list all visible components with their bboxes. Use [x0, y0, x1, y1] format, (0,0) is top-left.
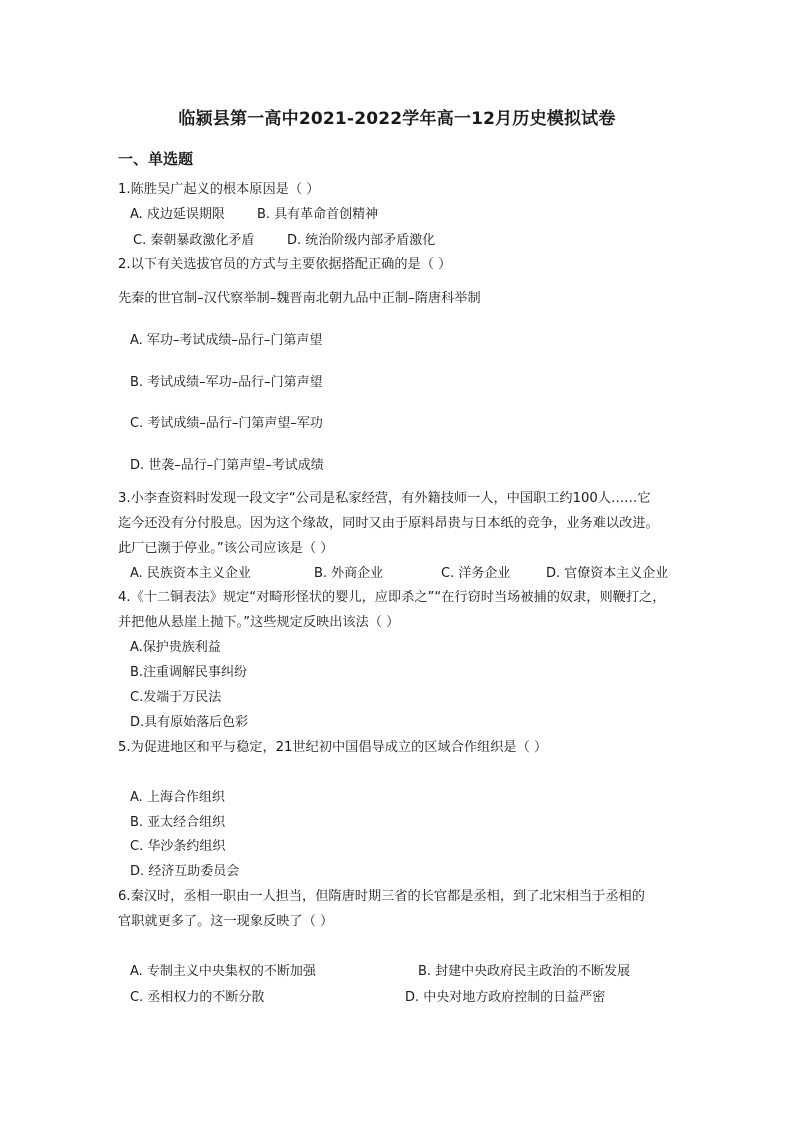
question-6-option-a[interactable]: A. 专制主义中央集权的不断加强 — [130, 964, 316, 979]
question-2-option-a[interactable]: A. 军功–考试成绩–品行–门第声望 — [130, 333, 323, 348]
question-2-material: 先秦的世官制–汉代察举制–魏晋南北朝九品中正制–隋唐科举制 — [118, 291, 481, 306]
question-3-option-b[interactable]: B. 外商企业 — [314, 566, 384, 581]
question-1-option-c[interactable]: C. 秦朝暴政激化矛盾 — [133, 233, 255, 248]
exam-title: 临颍县第一高中2021-2022学年高一12月历史模拟试卷 — [178, 109, 616, 129]
section-heading: 一、单选题 — [118, 150, 194, 168]
question-4-option-d[interactable]: D.具有原始落后色彩 — [130, 715, 249, 730]
question-3-option-a[interactable]: A. 民族资本主义企业 — [130, 566, 251, 581]
question-2-option-c[interactable]: C. 考试成绩–品行–门第声望–军功 — [130, 416, 323, 431]
question-3-stem-line-1: 3.小李查资料时发现一段文字“公司是私家经营，有外籍技师一人，中国职工约100人……它 — [118, 491, 651, 506]
question-3-stem-line-2: 迄今还没有分付股息。因为这个缘故，同时又由于原料昂贵与日本纸的竞争，业务难以改进。 — [118, 516, 659, 531]
question-4-stem-line-2: 并把他从悬崖上抛下。”这些规定反映出该法（ ） — [118, 615, 400, 630]
question-6-option-c[interactable]: C. 丞相权力的不断分散 — [130, 990, 265, 1005]
question-1-option-d[interactable]: D. 统治阶级内部矛盾激化 — [287, 233, 436, 248]
question-4-option-b[interactable]: B.注重调解民事纠纷 — [130, 665, 248, 680]
question-4-stem-line-1: 4.《十二铜表法》规定“对畸形怪状的婴儿，应即杀之”“在行窃时当场被捕的奴隶，则鞭打之， — [118, 590, 666, 605]
question-2-stem: 2.以下有关选拔官员的方式与主要依据搭配正确的是（ ） — [118, 257, 452, 272]
question-5-option-b[interactable]: B. 亚太经合组织 — [130, 815, 226, 830]
question-5-option-c[interactable]: C. 华沙条约组织 — [130, 839, 226, 854]
question-1-option-b[interactable]: B. 具有革命首创精神 — [257, 207, 379, 222]
question-1-stem: 1.陈胜吴广起义的根本原因是（ ） — [118, 182, 320, 197]
question-6-option-b[interactable]: B. 封建中央政府民主政治的不断发展 — [418, 964, 631, 979]
question-3-option-d[interactable]: D. 官僚资本主义企业 — [546, 566, 669, 581]
question-5-stem: 5.为促进地区和平与稳定，21世纪初中国倡导成立的区域合作组织是（ ） — [118, 740, 548, 755]
question-1-option-a[interactable]: A. 戍边延误期限 — [130, 207, 225, 222]
question-2-option-d[interactable]: D. 世袭–品行–门第声望–考试成绩 — [130, 458, 324, 473]
question-2-option-b[interactable]: B. 考试成绩–军功–品行–门第声望 — [130, 375, 323, 390]
question-3-stem-line-3: 此厂已濒于停业。”该公司应该是（ ） — [118, 541, 334, 556]
question-3-option-c[interactable]: C. 洋务企业 — [441, 566, 511, 581]
question-4-option-a[interactable]: A.保护贵族利益 — [130, 640, 221, 655]
question-5-option-d[interactable]: D. 经济互助委员会 — [130, 864, 240, 879]
question-5-option-a[interactable]: A. 上海合作组织 — [130, 790, 225, 805]
question-6-option-d[interactable]: D. 中央对地方政府控制的日益严密 — [405, 990, 606, 1005]
question-6-stem-line-1: 6.秦汉时，丞相一职由一人担当，但隋唐时期三省的长官都是丞相，到了北宋相当于丞相的 — [118, 889, 645, 904]
question-4-option-c[interactable]: C.发端于万民法 — [130, 690, 222, 705]
question-6-stem-line-2: 官职就更多了。这一现象反映了（ ） — [118, 914, 334, 929]
